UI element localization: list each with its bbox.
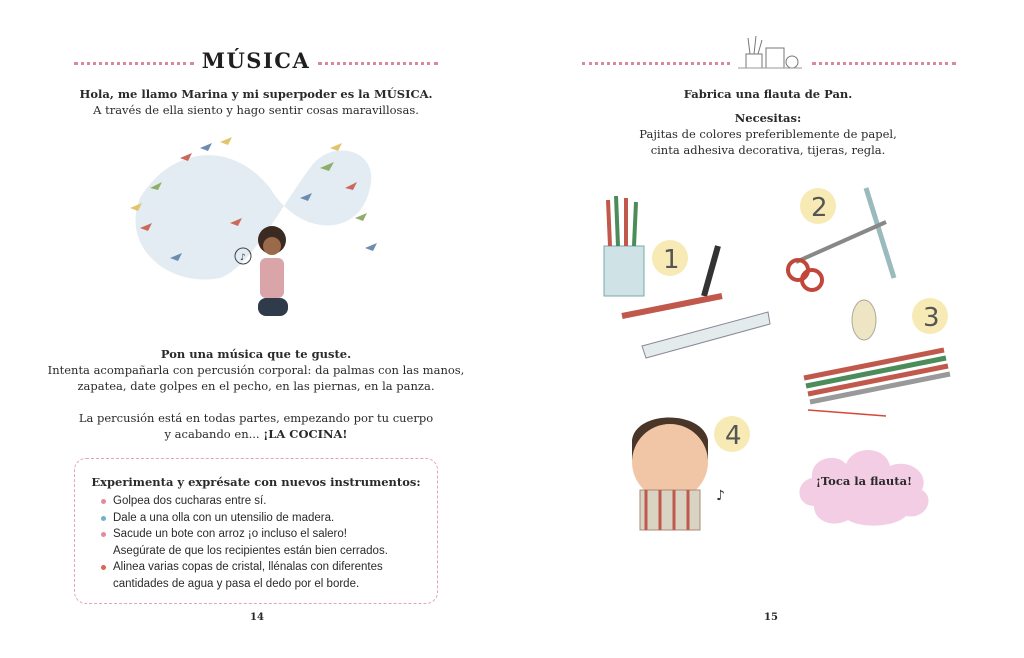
list-item [113, 526, 433, 543]
page-number-left: 14 [250, 612, 264, 623]
list-item [113, 559, 433, 576]
section-line-2: zapatea, date golpes en el pecho, en las piernas, en la panza. [77, 379, 435, 393]
header-dots-right [812, 62, 956, 65]
kitchen-utensils-icon [734, 32, 806, 72]
page-number-right: 15 [764, 612, 778, 623]
intro-line-1: Hola, me llamo Marina y mi superpoder es la MÚSICA. [79, 87, 433, 101]
needs-line-1: Pajitas de colores preferiblemente de papel, [639, 127, 897, 141]
step-3-illustration [794, 290, 964, 420]
girl-with-birds-illustration [110, 128, 400, 338]
step-4-illustration [612, 400, 762, 560]
intro-line-2: A través de ella siento y hago sentir cosas maravillosas. [93, 103, 419, 117]
bullet-dot [101, 565, 106, 570]
percussion-line-2-text: y acabando en... [164, 427, 264, 441]
header-dots-left [582, 62, 730, 65]
list-item-text: Golpea dos cucharas entre sí. [113, 495, 267, 507]
list-item [113, 543, 433, 560]
title-dots-right [318, 62, 438, 65]
list-item [113, 493, 433, 510]
percussion-line-2 [40, 426, 472, 443]
step-2-number: 2 [811, 193, 828, 223]
percussion-line-1: La percusión está en todas partes, empezando por tu cuerpo [78, 411, 434, 425]
list-item [113, 510, 433, 527]
section-line-1: Intenta acompañarla con percusión corporal: da palmas con las manos, [47, 363, 465, 377]
svg-text:♪: ♪ [240, 253, 246, 263]
needs-line-2: cinta adhesiva decorativa, tijeras, regla. [650, 143, 886, 157]
bullet-dot [101, 499, 106, 504]
list-item-text: Dale a una olla con un utensilio de madera. [113, 511, 335, 524]
page-title: MÚSICA [201, 48, 311, 73]
bullet-dot [101, 516, 106, 521]
step-3-number: 3 [923, 303, 940, 333]
instruments-box [74, 458, 438, 604]
needs-heading: Necesitas: [734, 111, 802, 125]
step-1-illustration [592, 186, 772, 366]
section-heading: Pon una música que te guste. [160, 347, 352, 361]
step-1-number: 1 [663, 245, 680, 275]
list-item-text: Asegúrate de que los recipientes están bien cerrados. [113, 544, 388, 557]
list-item-text: cantidades de agua y pasa el dedo por el borde. [113, 577, 360, 590]
list-item-text: Alinea varias copas de cristal, llénalas con diferentes [113, 561, 383, 573]
cloud-text: ¡Toca la flauta! [815, 474, 913, 488]
flute-heading: Fabrica una flauta de Pan. [683, 87, 853, 101]
la-cocina-emphasis: ¡LA COCINA! [263, 427, 348, 441]
right-page [512, 0, 1024, 658]
step-4-number: 4 [725, 421, 742, 451]
svg-text:♪: ♪ [716, 488, 725, 504]
instruments-list [113, 493, 433, 592]
list-item-text: Sacude un bote con arroz ¡o incluso el salero! [113, 528, 347, 540]
bullet-dot [101, 532, 106, 537]
step-2-illustration [776, 182, 906, 292]
instruments-box-title: Experimenta y exprésate con nuevos instrumentos: [91, 475, 421, 489]
list-item [113, 576, 433, 593]
